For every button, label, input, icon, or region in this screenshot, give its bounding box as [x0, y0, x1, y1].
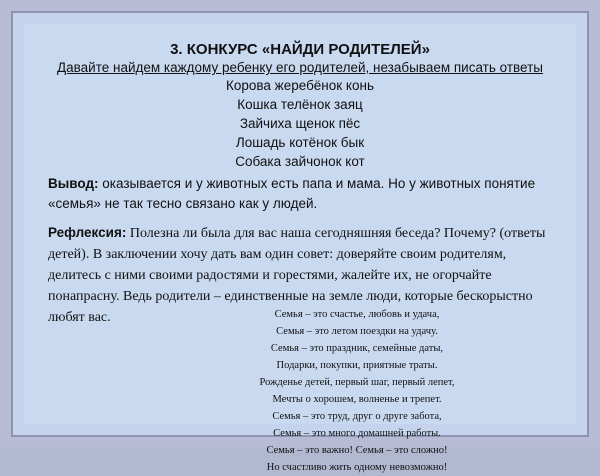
- poem-line: Семья – это праздник, семейные даты,: [270, 343, 444, 354]
- heading: 3. КОНКУРС «НАЙДИ РОДИТЕЛЕЙ»: [170, 41, 430, 58]
- poem-line: Рожденье детей, первый шаг, первый лепет,: [259, 377, 455, 388]
- row-1: Корова жеребёнок конь: [226, 78, 374, 93]
- row-4: Лошадь котёнок бык: [235, 135, 365, 150]
- conclusion: [48, 174, 552, 214]
- conclusion-label: Вывод:: [48, 176, 99, 191]
- instruction: Давайте найдем каждому ребенку его родителей, незабываем писать ответы: [56, 60, 544, 75]
- poem-line: Семья – это труд, друг о друге забота,: [272, 411, 442, 422]
- poem: [162, 306, 552, 476]
- conclusion-text: оказывается и у животных есть папа и мама. Но у животных понятие «семья» не так тесно связано как у людей.: [48, 176, 536, 211]
- reflection-label: Рефлексия:: [48, 225, 127, 240]
- row-3: Зайчиха щенок пёс: [239, 116, 361, 131]
- poem-line: Семья – это счастье, любовь и удача,: [274, 309, 440, 320]
- poem-line: Семья – это важно! Семья – это сложно!: [266, 445, 448, 456]
- poem-line: Мечты о хорошем, волненье и трепет.: [272, 394, 442, 405]
- slide: [24, 24, 576, 473]
- poem-line: Семья – это летом поездки на удачу.: [276, 326, 438, 337]
- reflection-text: Полезна ли была для вас наша сегодняшняя беседа? Почему? (ответы детей). В заключении хочу дать вам один совет: доверяйте своим родителям, делитесь с ними своими радостями и горестями, жалейте их, не огорчайте понапрасну. Ведь родители – единственные на земле люди, которые бескорыстно любят вас.: [48, 226, 546, 325]
- row-2: Кошка телёнок заяц: [237, 97, 363, 112]
- poem-line: Подарки, покупки, приятные траты.: [276, 360, 438, 371]
- row-5: Собака зайчонок кот: [235, 154, 365, 169]
- poem-line: Но счастливо жить одному невозможно!: [266, 462, 448, 473]
- poem-line: Семья – это много домашней работы.: [273, 428, 441, 439]
